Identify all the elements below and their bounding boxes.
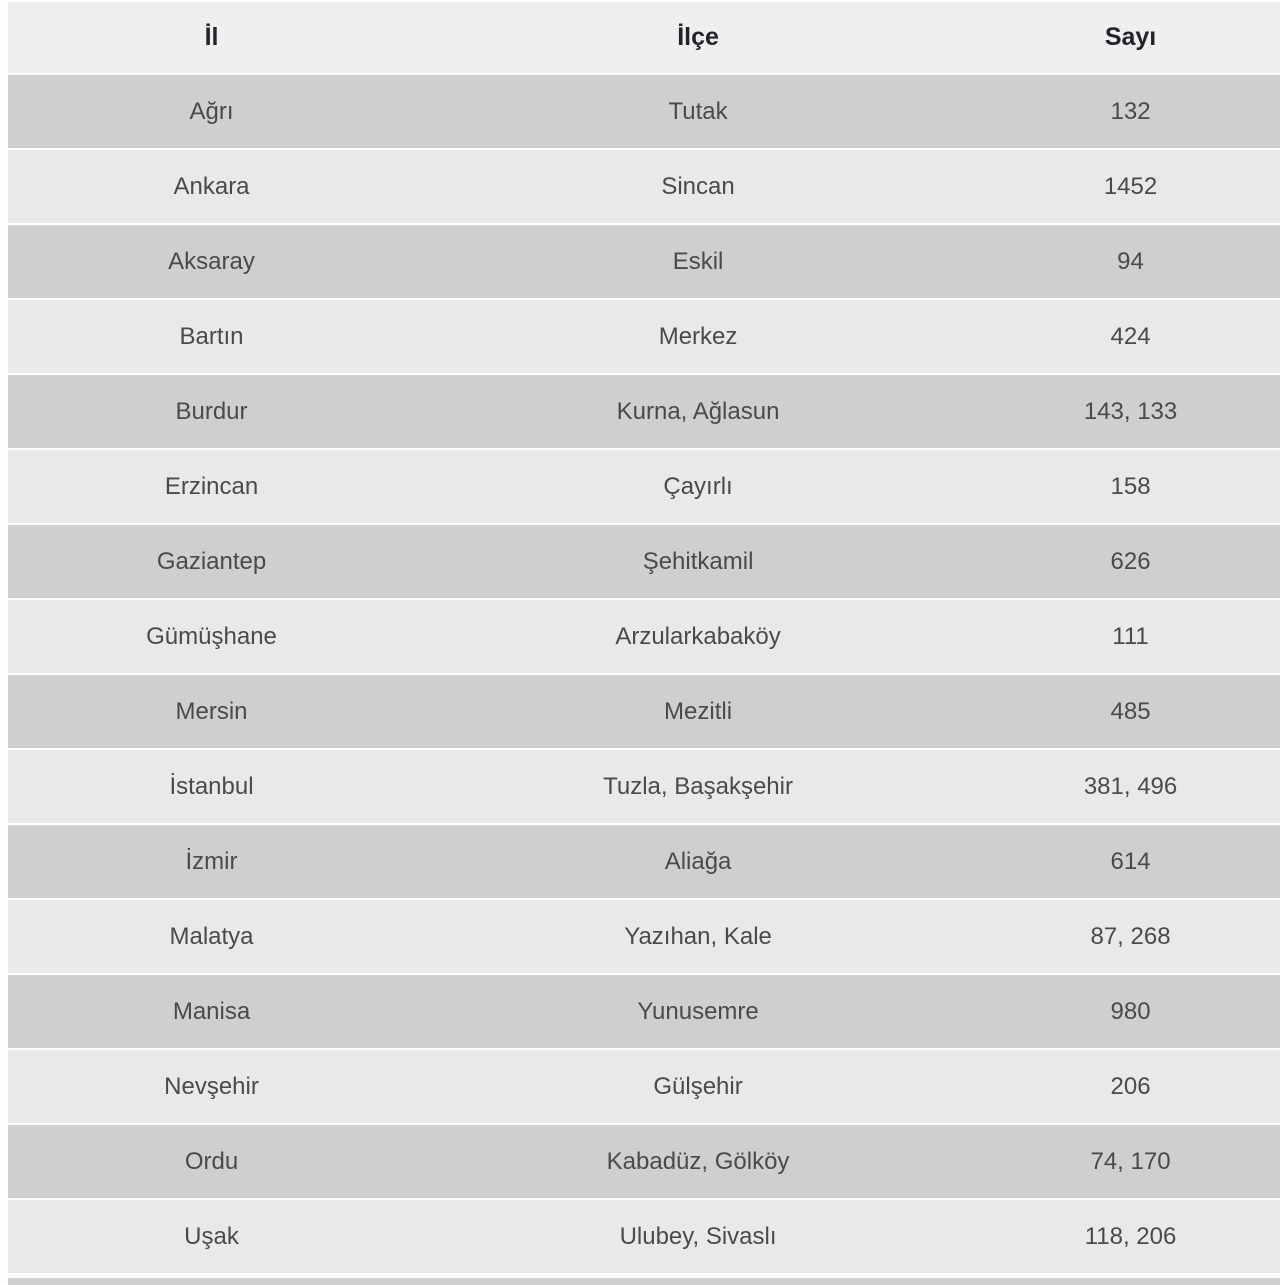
cell-sayi: 74, 170 xyxy=(981,1125,1280,1198)
cell-sayi: 381, 496 xyxy=(981,750,1280,823)
cell-ilce: Aliağa xyxy=(415,825,981,898)
cell-il: Mersin xyxy=(8,675,415,748)
cell-il: Bartın xyxy=(8,300,415,373)
cell-il: İstanbul xyxy=(8,750,415,823)
column-header-sayi[interactable]: Sayı xyxy=(981,2,1280,73)
cell-sayi: 424 xyxy=(981,300,1280,373)
cell-sayi: 626 xyxy=(981,525,1280,598)
cell-sayi: 485 xyxy=(981,675,1280,748)
cell-ilce: Tuzla, Başakşehir xyxy=(415,750,981,823)
cell-ilce: Gülşehir xyxy=(415,1050,981,1123)
table-header xyxy=(8,2,1280,73)
table-row xyxy=(8,1200,1280,1273)
table-row xyxy=(8,225,1280,298)
column-header-il[interactable]: İl xyxy=(8,2,415,73)
data-table xyxy=(8,0,1280,1275)
table-row xyxy=(8,900,1280,973)
table-row xyxy=(8,375,1280,448)
table-row xyxy=(8,975,1280,1048)
cell-il: Manisa xyxy=(8,975,415,1048)
cell-sayi: 87, 268 xyxy=(981,900,1280,973)
cell-sayi: 111 xyxy=(981,600,1280,673)
cell-sayi: 614 xyxy=(981,825,1280,898)
table-row xyxy=(8,1050,1280,1123)
cell-il: Aksaray xyxy=(8,225,415,298)
cell-ilce: Yazıhan, Kale xyxy=(415,900,981,973)
cell-sayi: 1452 xyxy=(981,150,1280,223)
cell-sayi: 94 xyxy=(981,225,1280,298)
column-header-ilce[interactable]: İlçe xyxy=(415,2,981,73)
cell-il: Ordu xyxy=(8,1125,415,1198)
cell-il: Uşak xyxy=(8,1200,415,1273)
cell-ilce: Sincan xyxy=(415,150,981,223)
cell-ilce: Çayırlı xyxy=(415,450,981,523)
next-row-partial xyxy=(8,1278,1280,1285)
cell-sayi: 206 xyxy=(981,1050,1280,1123)
cell-ilce: Mezitli xyxy=(415,675,981,748)
cell-il: Nevşehir xyxy=(8,1050,415,1123)
cell-sayi: 143, 133 xyxy=(981,375,1280,448)
table-row xyxy=(8,150,1280,223)
cell-sayi: 118, 206 xyxy=(981,1200,1280,1273)
table-row xyxy=(8,525,1280,598)
cell-il: Gaziantep xyxy=(8,525,415,598)
cell-il: Gümüşhane xyxy=(8,600,415,673)
header-row xyxy=(8,2,1280,73)
cell-il: Ankara xyxy=(8,150,415,223)
cell-ilce: Merkez xyxy=(415,300,981,373)
table-row xyxy=(8,450,1280,523)
table-body xyxy=(8,75,1280,1273)
cell-ilce: Yunusemre xyxy=(415,975,981,1048)
cell-sayi: 158 xyxy=(981,450,1280,523)
cell-sayi: 980 xyxy=(981,975,1280,1048)
cell-ilce: Tutak xyxy=(415,75,981,148)
cell-il: Erzincan xyxy=(8,450,415,523)
cell-ilce: Ulubey, Sivaslı xyxy=(415,1200,981,1273)
cell-ilce: Şehitkamil xyxy=(415,525,981,598)
cell-il: Burdur xyxy=(8,375,415,448)
table-row xyxy=(8,750,1280,823)
cell-ilce: Eskil xyxy=(415,225,981,298)
table-row xyxy=(8,675,1280,748)
cell-ilce: Kurna, Ağlasun xyxy=(415,375,981,448)
cell-il: İzmir xyxy=(8,825,415,898)
table-row xyxy=(8,75,1280,148)
table-row xyxy=(8,300,1280,373)
cell-il: Ağrı xyxy=(8,75,415,148)
cell-sayi: 132 xyxy=(981,75,1280,148)
table-row xyxy=(8,1125,1280,1198)
table-row xyxy=(8,825,1280,898)
cell-il: Malatya xyxy=(8,900,415,973)
table-row xyxy=(8,600,1280,673)
cell-ilce: Kabadüz, Gölköy xyxy=(415,1125,981,1198)
cell-ilce: Arzularkabaköy xyxy=(415,600,981,673)
